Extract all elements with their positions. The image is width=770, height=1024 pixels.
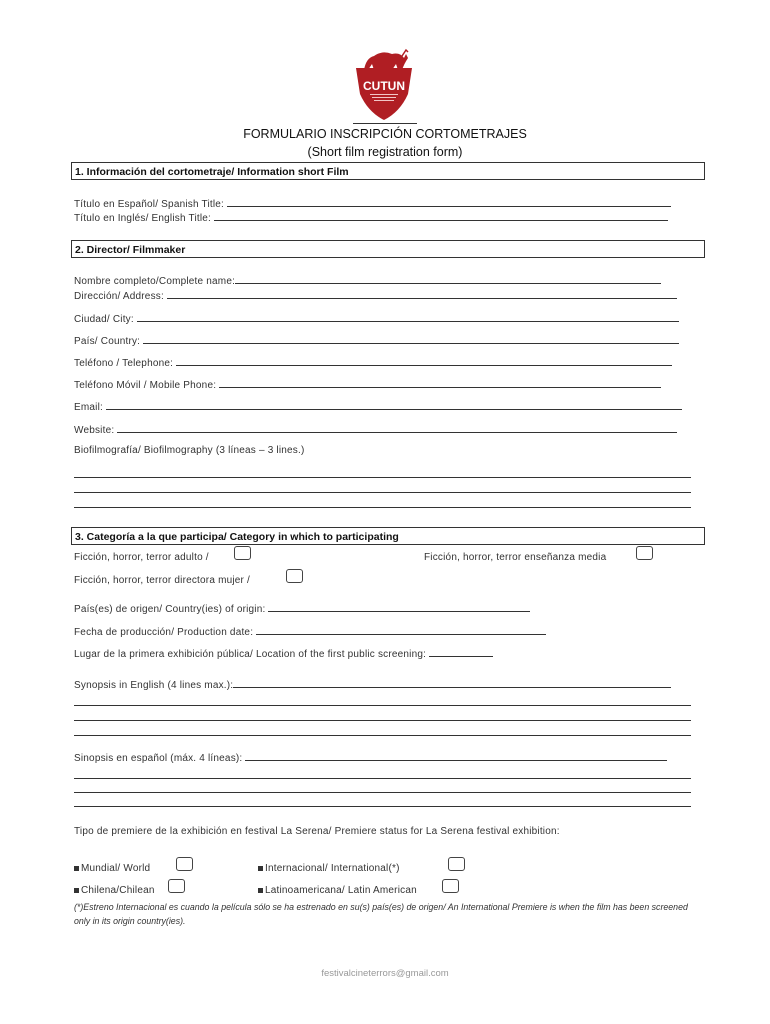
premiere-latin-american-label: Latinoamericana/ Latin American (258, 885, 417, 896)
synopsis-english-label: Synopsis in English (4 lines max.): (74, 678, 671, 691)
website-field[interactable]: Website: (74, 423, 677, 436)
synopsis-en-line-2[interactable] (74, 720, 691, 721)
category-secondary-label: Ficción, horror, terror enseñanza media (424, 552, 607, 563)
premiere-world-label: Mundial/ World (74, 863, 150, 874)
bullet-icon (258, 866, 263, 871)
logo-divider (353, 123, 417, 124)
bullet-icon (258, 888, 263, 893)
logo-text: CUTUN (363, 79, 405, 93)
bio-line-1[interactable] (74, 477, 691, 478)
category-secondary-checkbox[interactable] (636, 546, 653, 560)
premiere-latin-american-checkbox[interactable] (442, 879, 459, 893)
bullet-icon (74, 888, 79, 893)
telephone-field[interactable]: Teléfono / Telephone: (74, 356, 672, 369)
premiere-world-checkbox[interactable] (176, 857, 193, 871)
category-adult-checkbox[interactable] (234, 546, 251, 560)
category-woman-director-label: Ficción, horror, terror directora mujer / (74, 575, 251, 586)
mobile-phone-field[interactable]: Teléfono Móvil / Mobile Phone: (74, 378, 661, 391)
synopsis-es-line-1[interactable] (74, 778, 691, 779)
production-date-field[interactable]: Fecha de producción/ Production date: (74, 625, 546, 638)
origin-country-field[interactable]: País(es) de origen/ Country(ies) of origin: (74, 602, 530, 615)
synopsis-es-line-2[interactable] (74, 792, 691, 793)
premiere-international-checkbox[interactable] (448, 857, 465, 871)
form-title: FORMULARIO INSCRIPCIÓN CORTOMETRAJES (243, 127, 527, 141)
category-woman-director-checkbox[interactable] (286, 569, 303, 583)
spanish-title-field[interactable]: Título en Español/ Spanish Title: (74, 197, 671, 210)
city-field[interactable]: Ciudad/ City: (74, 312, 679, 325)
english-title-field[interactable]: Título en Inglés/ English Title: (74, 211, 668, 224)
synopsis-spanish-label: Sinopsis en español (máx. 4 líneas): (74, 751, 667, 764)
cutun-logo (352, 46, 416, 122)
country-field[interactable]: País/ Country: (74, 334, 679, 347)
biofilmography-label: Biofilmografía/ Biofilmography (3 líneas – 3 lines.) (74, 445, 305, 456)
premiere-chilean-checkbox[interactable] (168, 879, 185, 893)
premiere-footnote: (*)Estreno Internacional es cuando la película sólo se ha estrenado en su(s) país(es) de origen/ An International Premiere is when the film has been screened only in its origin country(ies). (74, 902, 688, 926)
premiere-international-label: Internacional/ International(*) (258, 863, 400, 874)
first-screening-field[interactable]: Lugar de la primera exhibición pública/ Location of the first public screening: (74, 647, 493, 660)
category-adult-label: Ficción, horror, terror adulto / (74, 552, 209, 563)
bio-line-3[interactable] (74, 507, 691, 508)
synopsis-en-line-3[interactable] (74, 735, 691, 736)
complete-name-field[interactable]: Nombre completo/Complete name: (74, 274, 661, 287)
form-subtitle: (Short film registration form) (307, 145, 463, 159)
bio-line-2[interactable] (74, 492, 691, 493)
section-2-header: 2. Director/ Filmmaker (71, 240, 705, 258)
bullet-icon (74, 866, 79, 871)
email-field[interactable]: Email: (74, 400, 682, 413)
synopsis-en-line-1[interactable] (74, 705, 691, 706)
synopsis-es-line-3[interactable] (74, 806, 691, 807)
contact-email: festivalcineterrors@gmail.com (321, 968, 449, 979)
section-1-header: 1. Información del cortometraje/ Information short Film (71, 162, 705, 180)
address-field[interactable]: Dirección/ Address: (74, 289, 677, 302)
section-3-header: 3. Categoría a la que participa/ Category in which to participating (71, 527, 705, 545)
premiere-chilean-label: Chilena/Chilean (74, 885, 155, 896)
premiere-status-label: Tipo de premiere de la exhibición en festival La Serena/ Premiere status for La Serena festival exhibition: (74, 826, 560, 837)
